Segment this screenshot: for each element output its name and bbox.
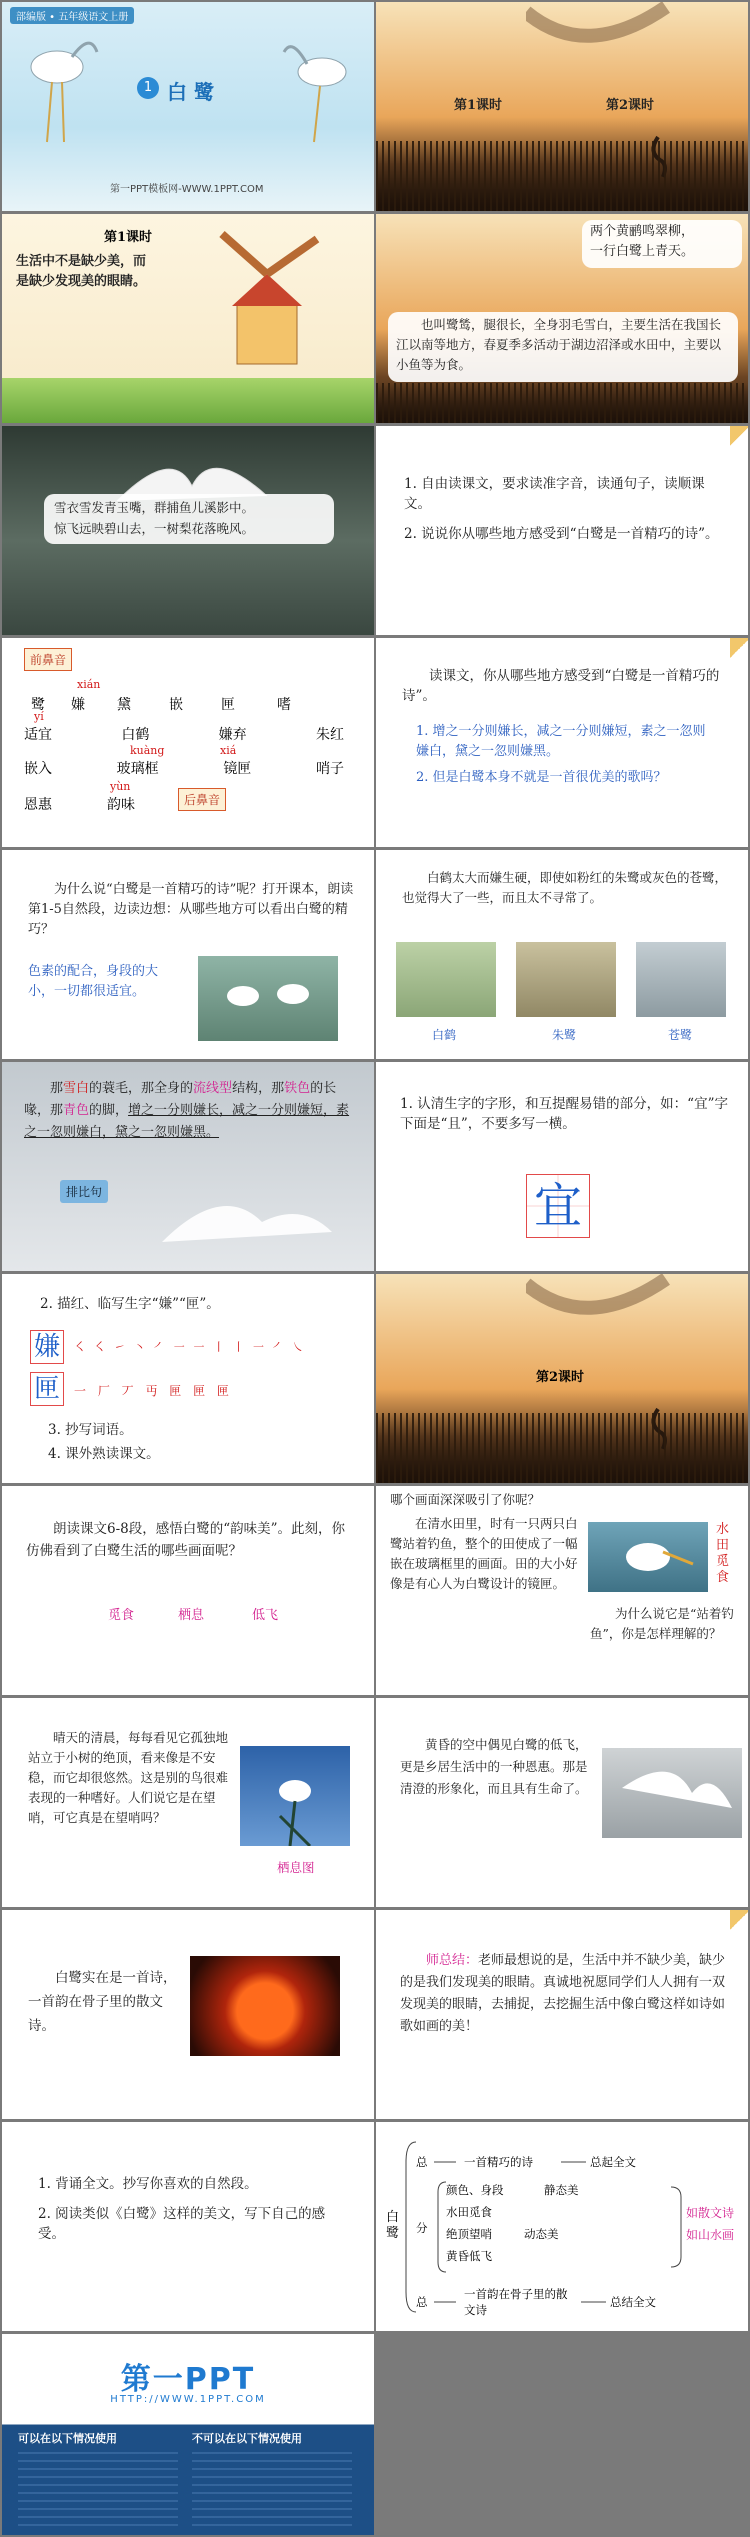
reeds-decoration [376,1413,748,1483]
pinyin-xia: xiá [220,744,237,757]
slide-quote [2,214,374,423]
back-nasal-tag: 后鼻音 [178,788,226,811]
slide-field-scene [376,1486,748,1695]
homework-1: 1. 背诵全文。抄写你喜欢的自然段。 [38,2176,258,2192]
pinyin-yun: yùn [110,780,131,793]
windmill-house-illustration [192,224,362,394]
reading-question: 读课文，你从哪些地方感受到“白鹭是一首精巧的诗”。 [402,668,720,704]
word: 朱红 [315,727,344,743]
publisher-label: 部编版 • 五年级语文上册 [10,7,134,24]
text: 那 [50,1081,64,1096]
summary-poem-text: 白鹭实在是一首诗，一首韵在骨子里的散文诗。 [28,1970,177,2034]
summary-text: 老师最想说的是，生活中并不缺少美，缺少的是我们发现美的眼睛。真诚地祝愿同学们人人拥有一双发现美的眼睛，去捕捉，去挖掘生活中像白鹭这样如诗如歌如画的美！ [400,1953,726,2034]
corner-decoration [730,426,748,448]
homework-2: 2. 阅读类似《白鹭》这样的美文，写下自己的感受。 [38,2206,326,2242]
character-grid: 宜 [526,1174,590,1238]
flying-egret-icon [526,2,676,62]
slide-parallelism [2,1062,374,1271]
egret-fishing-photo [588,1522,708,1592]
reeds-decoration [376,141,748,211]
perching-text: 晴天的清晨，每每看见它孤独地站立于小树的绝顶，看来像是不安稳，而它却很悠然。这是别的鸟很难表现的一种嗜好。人们说它是在望哨，可它真是在望哨吗？ [28,1730,229,1825]
keyword: 雪白 [63,1081,90,1096]
scene-resting: 栖息 [178,1608,205,1623]
keyword: 青色 [63,1103,90,1118]
word: 镜匣 [223,761,252,777]
poem-line-2: 一行白鹭上青天。 [590,244,695,259]
char-row-1 [24,692,298,716]
board-bottom: 一首韵在骨子里的散文诗 [464,2287,568,2317]
slide-why-poem [2,850,374,1059]
word: 适宜 [24,727,52,743]
photo-caption: 栖息图 [277,1860,315,1875]
slide-homework [2,2122,374,2331]
corner-decoration [730,1910,748,1932]
slide-character-shape [376,1062,748,1271]
word: 韵味 [107,797,135,813]
quote-line-1: 生活中不是缺少美，而 [16,254,147,269]
slide-title [2,2,374,211]
slide-vocabulary [2,638,374,847]
flying-egret-icon [152,1172,342,1262]
lesson1-link[interactable]: 第1课时 [454,98,503,113]
slide-title-text: 白 鹭 [167,80,214,104]
site-watermark: 第一PPT模板网-WWW.1PPT.COM [110,184,264,195]
caption-heron: 苍鹭 [668,1028,693,1042]
word: 嵌入 [24,761,52,777]
char: 嫌 [71,697,85,713]
lesson-number-badge: 1 [137,77,159,99]
word: 哨子 [315,761,344,777]
text: 的脚， [89,1103,129,1118]
text: 的蓑毛，那全身的 [89,1081,194,1096]
underlined-text: 增之一分则嫌长，减之一分则嫌短，素之一忽则嫌白，黛之一忽则嫌黑。 [24,1103,350,1140]
board-fen: 分 [416,2221,428,2235]
teacher-summary [400,1950,730,2038]
text: 结构，那 [232,1081,285,1096]
slide-dusk-flight [376,1698,748,1907]
slide-comparison [376,850,748,1059]
question-1: 1. 自由读课文，要求读准字音，读通句子，读顺课文。 [404,476,705,512]
lesson2-heading: 第2课时 [536,1370,585,1385]
slide-lesson2-cover [376,1274,748,1483]
slide-footer-ad [2,2334,374,2535]
corner-decoration [730,638,748,660]
scene-flying: 低飞 [252,1608,279,1623]
dusk-text: 黄昏的空中偶见白鹭的低飞，更是乡居生活中的一种恩惠。那是清澄的形象化，而且具有生命了。 [400,1737,588,1796]
slide-lesson-menu [376,2,748,211]
sunset-egret-photo [190,1956,340,2056]
char: 黛 [117,697,131,713]
can-use-heading: 可以在以下情况使用 [18,2432,117,2445]
board-top: 一首精巧的诗 [464,2155,533,2169]
word: 恩惠 [24,797,52,813]
char: 匣 [221,697,235,713]
scene-question-2: 为什么说它是“站着钓鱼”，你是怎样理解的？ [590,1606,734,1641]
pinyin-yi: yí [34,710,44,723]
board-item-4: 黄昏低飞 [446,2249,492,2263]
keyword: 流线型 [193,1081,233,1096]
char: 鹭 [31,697,45,713]
shape-instruction: 1. 认清生字的字形，和互提醒易错的部分，如：“宜”字下面是“且”，不要多写一横。 [400,1096,728,1132]
poem-line-1: 雪衣雪发青玉嘴，群捕鱼儿溪影中。 [54,500,255,515]
side-label: 水田觅食 [716,1522,730,1585]
usage-list-right [192,2452,352,2526]
board-item-2: 水田觅食 [446,2205,492,2219]
why-question: 为什么说“白鹭是一首精巧的诗”呢？打开课本，朗读第1-5自然段，边读边想：从哪些地方可以看出白鹭的精巧？ [28,882,354,937]
slide-intro [376,214,748,423]
word-row-3 [24,758,364,778]
task-4: 4. 课外熟读课文。 [48,1446,160,1462]
brand-url[interactable]: HTTP://WWW.1PPT.COM [110,2394,266,2405]
flying-egret-photo [602,1748,742,1838]
pinyin-xian: xián [77,678,101,691]
text: 的长喙，那 [24,1081,337,1118]
poem-line-1: 两个黄鹂鸣翠柳， [590,224,695,239]
lesson-heading: 第1课时 [104,230,153,245]
usage-list-left [18,2452,178,2526]
scene-text: 在清水田里，时有一只两只白鹭站着钓鱼，整个的田使成了一幅嵌在玻璃框里的画面。田的大小好像是有心人为白鹭设计的镜匣。 [390,1516,578,1591]
board-root: 白鹭 [386,2210,400,2241]
char: 嗜 [277,697,291,713]
word: 嫌弃 [218,727,247,743]
board-item-3: 绝顶望哨 [446,2227,492,2241]
intro-paragraph: 也叫鹭鸶，腿很长，全身羽毛雪白，主要生活在我国长江以南等地方，春夏季多活动于湖边沼泽或水田中，主要以小鱼等为食。 [396,317,722,372]
parallelism-button[interactable]: 排比句 [60,1180,108,1203]
slide-summary-poem [2,1910,374,2119]
slide-writing-task [2,1274,374,1483]
scene-question: 哪个画面深深吸引了你呢？ [390,1492,541,1507]
front-nasal-tag: 前鼻音 [24,648,72,671]
caption-crane: 白鹤 [432,1028,457,1042]
board-bottom-right: 总结全文 [610,2295,656,2309]
ibis-photo [516,942,616,1017]
slide-board-design [376,2122,748,2331]
poem-line-2: 惊飞远映碧山去，一树梨花落晚风。 [54,521,255,536]
answer-1: 1. 增之一分则嫌长，减之一分则嫌短，素之一忽则嫌白，黛之一忽则嫌黑。 [416,724,706,759]
white-crane-photo [396,942,496,1017]
brand-logo: 第一PPT [120,2362,256,2397]
charm-text: 朗读课文6-8段，感悟白鹭的“韵味美”。此刻，你仿佛看到了白鹭生活的哪些画面呢？ [26,1521,346,1559]
char-box-2: 匣 [30,1372,64,1406]
why-answer: 色素的配合，身段的大小，一切都很适宜。 [28,964,159,999]
slide-charm-beauty [2,1486,374,1695]
grey-heron-photo [636,942,726,1017]
stroke-order-2: 一 厂 丆 丏 匣 匣 匣 [74,1384,233,1398]
board-dynamic: 动态美 [524,2227,559,2241]
slide-reading-task [376,638,748,847]
lesson2-link[interactable]: 第2课时 [606,98,655,113]
stroke-order-1: ㇛ ㇛ ㇀ ㇔ ㇒ ㇐ ㇐ ㇑ ㇑ ㇐ ㇒ ㇏ [74,1340,306,1354]
board-zong-2: 总 [416,2295,428,2309]
board-side-1: 如散文诗 [686,2206,735,2220]
board-item-1: 颜色、身段 [446,2183,504,2197]
char: 嵌 [169,697,183,713]
keyword: 铁色 [284,1081,311,1096]
char-box-1: 嫌 [30,1330,64,1364]
grass-decoration [2,378,374,423]
board-top-right: 总起全文 [590,2155,636,2169]
slide-teacher-summary [376,1910,748,2119]
cannot-use-heading: 不可以在以下情况使用 [192,2432,302,2445]
question-2: 2. 说说你从哪些地方感受到“白鹭是一首精巧的诗”。 [404,526,719,542]
perching-egret-photo [240,1746,350,1846]
word: 白鹤 [121,727,150,743]
parallel-paragraph [24,1078,354,1144]
word-row-2 [24,724,364,744]
writing-title: 2. 描红、临写生字“嫌”“匣”。 [40,1296,220,1312]
slide-questions [376,426,748,635]
comparison-text: 白鹤太大而嫌生硬，即使如粉红的朱鹭或灰色的苍鹭，也觉得大了一些，而且太不寻常了。 [402,870,728,905]
task-3: 3. 抄写词语。 [48,1422,133,1438]
caption-ibis: 朱鹭 [552,1028,577,1042]
flying-egret-icon [526,1274,676,1334]
scene-foraging: 觅食 [108,1608,135,1623]
board-static: 静态美 [544,2183,579,2197]
word: 玻璃框 [116,761,159,777]
reeds-decoration [376,383,748,423]
board-side-2: 如山水画 [686,2228,735,2242]
egret-pair-photo [198,956,338,1041]
answer-2: 2. 但是白鹭本身不就是一首很优美的歌吗？ [416,770,667,785]
slide-poem [2,426,374,635]
summary-label: 师总结： [426,1953,479,1968]
pinyin-kuang: kuàng [130,744,165,757]
quote-line-2: 是缺少发现美的眼睛。 [16,274,147,289]
board-zong-1: 总 [416,2155,428,2169]
slide-perching [2,1698,374,1907]
